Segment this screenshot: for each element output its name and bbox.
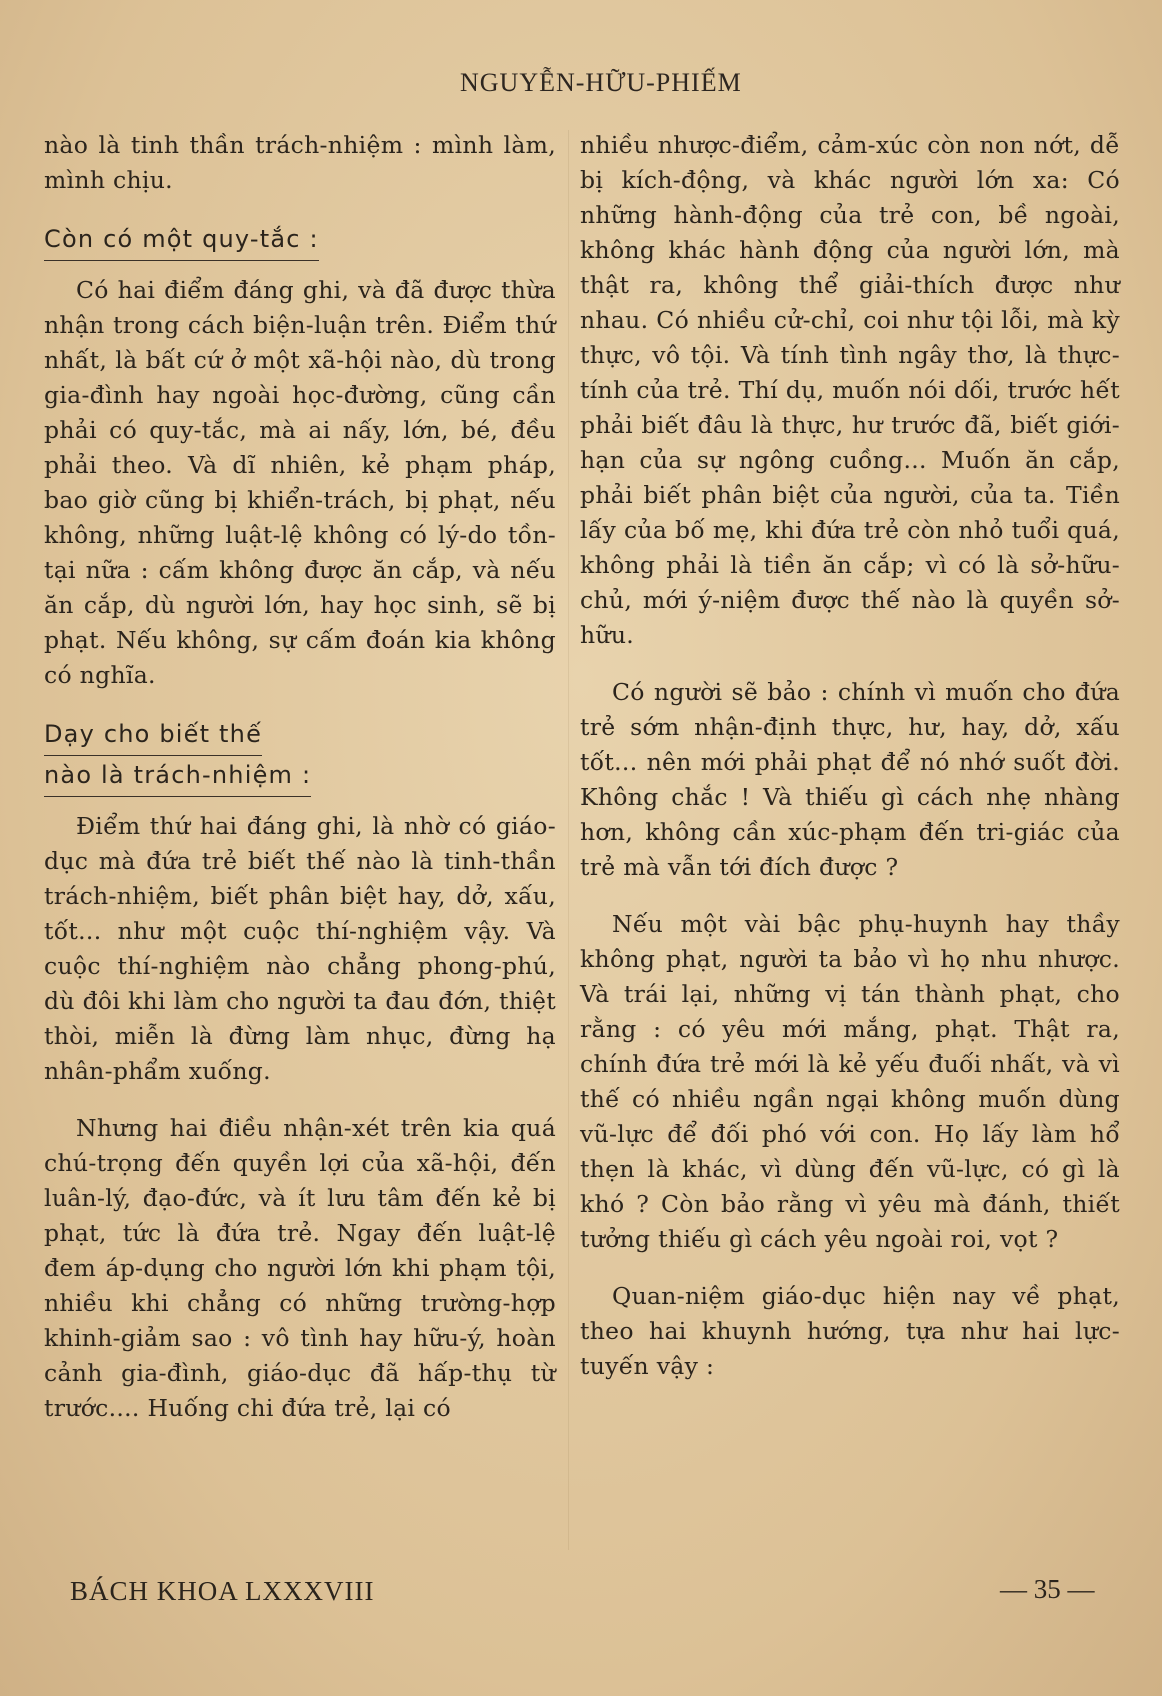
paragraph: nào là tinh thần trách-nhiệm : mình làm, mình chịu.: [44, 131, 556, 194]
paragraph: nhiều nhược-điểm, cảm-xúc còn non nớt, dễ bị kích-động, và khác người lớn xa: Có những hành-động của trẻ con, bề ngoài, không khác hành động của người lớn, mà thật ra, không thể giải-thích được như nhau. Có nhiều cử-chỉ, coi như tội lỗi, mà kỳ thực, vô tội. Và tính tình ngây thơ, là thực-tính của trẻ. Thí dụ, muốn nói dối, trước hết phải biết đâu là thực, hư trước đã, biết giới-hạn của sự ngông cuồng... Muốn ăn cắp, phải biết phân biệt của người, của ta. Tiền lấy của bố mẹ, khi đứa trẻ còn nhỏ tuổi quá, không phải là tiền ăn cắp; vì có là sở-hữu-chủ, mới ý-niệm được thế nào là quyền sở-hữu.: [580, 131, 1120, 649]
paragraph: Có người sẽ bảo : chính vì muốn cho đứa trẻ sớm nhận-định thực, hư, hay, dở, xấu tốt... nên mới phải phạt để nó nhớ suốt đời. Không chắc ! Và thiếu gì cách nhẹ nhàng hơn, không cần xúc-phạm đến tri-giác của trẻ mà vẫn tới đích được ?: [580, 678, 1120, 881]
section-heading-text: Dạy cho biết thế: [44, 715, 262, 756]
paragraph: Điểm thứ hai đáng ghi, là nhờ có giáo-dục mà đứa trẻ biết thế nào là tinh-thần trách-nhiệm, biết phân biệt hay, dở, xấu, tốt... như một cuộc thí-nghiệm vậy. Và cuộc thí-nghiệm nào chẳng phong-phú, dù đôi khi làm cho người ta đau đớn, thiệt thòi, miễn là đừng làm nhục, đừng hạ nhân-phẩm xuống.: [44, 812, 556, 1085]
paragraph: Quan-niệm giáo-dục hiện nay về phạt, theo hai khuynh hướng, tựa như hai lực-tuyến vậy :: [580, 1282, 1120, 1380]
section-heading: [44, 715, 556, 797]
left-column: [44, 128, 556, 1448]
section-heading: [44, 220, 556, 261]
page-number: — 35 —: [1000, 1574, 1095, 1604]
right-column: [580, 128, 1120, 1406]
running-header: NGUYỄN-HỮU-PHIẾM: [460, 68, 742, 97]
paragraph: Nhưng hai điều nhận-xét trên kia quá chú-trọng đến quyền lợi của xã-hội, đến luân-lý, đạo-đức, và ít lưu tâm đến kẻ bị phạt, tức là đứa trẻ. Ngay đến luật-lệ đem áp-dụng cho người lớn khi phạm tội, nhiều khi chẳng có những trường-hợp khinh-giảm sao : vô tình hay hữu-ý, hoàn cảnh gia-đình, giáo-dục đã hấp-thụ từ trước.... Huống chi đứa trẻ, lại có: [44, 1114, 556, 1422]
section-heading-text: Còn có một quy-tắc :: [44, 220, 319, 261]
section-heading-text: nào là trách-nhiệm :: [44, 756, 311, 797]
publication-footer: BÁCH KHOA LXXXVIII: [70, 1576, 375, 1606]
column-gutter: [568, 130, 569, 1550]
paragraph: Có hai điểm đáng ghi, và đã được thừa nhận trong cách biện-luận trên. Điểm thứ nhất, là bất cứ ở một xã-hội nào, dù trong gia-đình hay ngoài học-đường, cũng cần phải có quy-tắc, mà ai nấy, lớn, bé, đều phải theo. Và dĩ nhiên, kẻ phạm pháp, bao giờ cũng bị khiển-trách, bị phạt, nếu không, những luật-lệ không có lý-do tồn-tại nữa : cấm không được ăn cắp, và nếu ăn cắp, dù người lớn, hay học sinh, sẽ bị phạt. Nếu không, sự cấm đoán kia không có nghĩa.: [44, 276, 556, 689]
paragraph: Nếu một vài bậc phụ-huynh hay thầy không phạt, người ta bảo vì họ nhu nhược. Và trái lại, những vị tán thành phạt, cho rằng : có yêu mới mắng, phạt. Thật ra, chính đứa trẻ mới là kẻ yếu đuối nhất, và vì thế có nhiều ngần ngại không muốn dùng vũ-lực để đối phó với con. Họ lấy làm hổ thẹn là khác, vì dùng đến vũ-lực, có gì là khó ? Còn bảo rằng vì yêu mà đánh, thiết tưởng thiếu gì cách yêu ngoài roi, vọt ?: [580, 910, 1120, 1253]
